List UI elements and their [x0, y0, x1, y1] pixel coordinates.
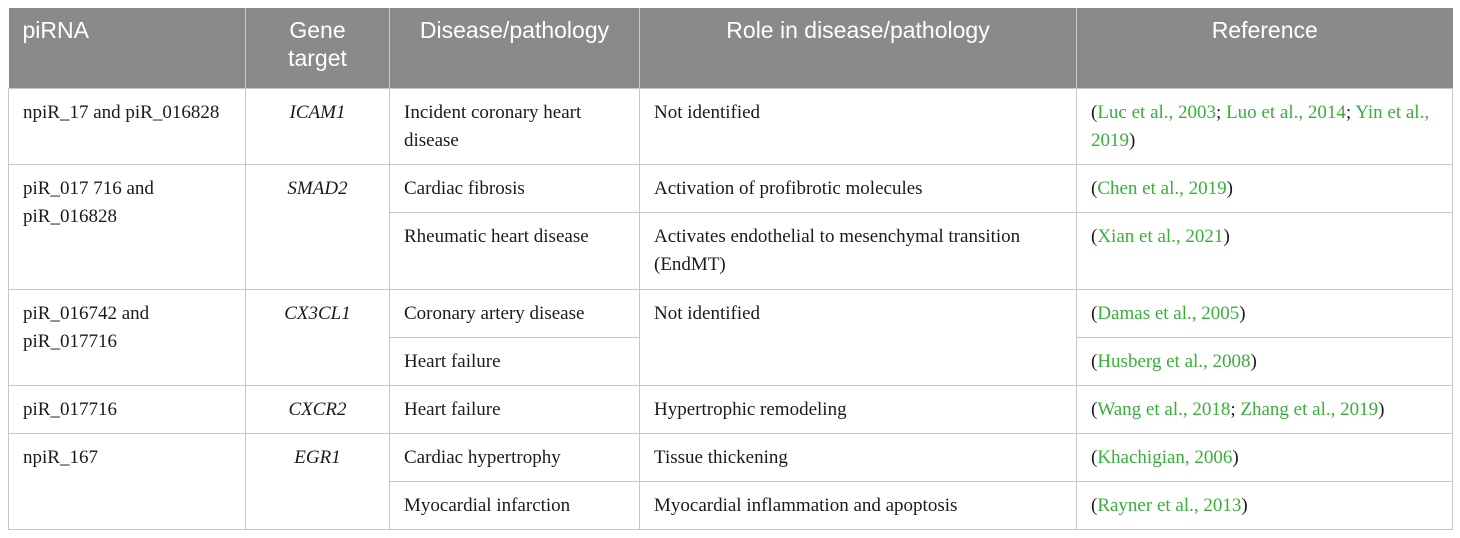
reference-link[interactable]: Damas et al., 2005	[1097, 302, 1240, 324]
reference-link[interactable]: Rayner et al., 2013	[1097, 494, 1242, 516]
reference-link[interactable]: Yin et al., 2019	[1091, 101, 1430, 151]
role-cell: Not identified	[640, 289, 1077, 385]
role-cell: Myocardial inflammation and apoptosis	[640, 481, 1077, 529]
column-header-disease: Disease/pathology	[390, 8, 640, 88]
reference-link[interactable]: Khachigian, 2006	[1097, 446, 1233, 468]
column-header-role: Role in disease/pathology	[640, 8, 1077, 88]
reference-cell: (Xian et al., 2021)	[1077, 213, 1453, 290]
pirna-gene-target-table	[8, 8, 1453, 530]
disease-cell: Heart failure	[390, 337, 640, 385]
role-cell: Hypertrophic remodeling	[640, 385, 1077, 433]
reference-cell: (Wang et al., 2018; Zhang et al., 2019)	[1077, 385, 1453, 433]
column-header-reference: Reference	[1077, 8, 1453, 88]
reference-link[interactable]: Luo et al., 2014	[1226, 101, 1346, 123]
reference-link[interactable]: Wang et al., 2018	[1097, 398, 1231, 420]
reference-link[interactable]: Luc et al., 2003	[1097, 101, 1217, 123]
disease-cell: Incident coronary heart disease	[390, 88, 640, 165]
table-row	[9, 433, 1453, 481]
gene-cell: EGR1	[246, 433, 390, 529]
table-row	[9, 289, 1453, 337]
pirna-cell: piR_016742 and piR_017716	[9, 289, 246, 385]
disease-cell: Coronary artery disease	[390, 289, 640, 337]
disease-cell: Rheumatic heart disease	[390, 213, 640, 290]
gene-cell: SMAD2	[246, 165, 390, 290]
reference-link[interactable]: Xian et al., 2021	[1097, 226, 1224, 248]
disease-cell: Heart failure	[390, 385, 640, 433]
reference-cell: (Damas et al., 2005)	[1077, 289, 1453, 337]
table-row	[9, 165, 1453, 213]
table-row	[9, 385, 1453, 433]
role-cell: Activation of profibrotic molecules	[640, 165, 1077, 213]
reference-link[interactable]: Husberg et al., 2008	[1097, 350, 1251, 372]
gene-cell: CXCR2	[246, 385, 390, 433]
reference-cell: (Husberg et al., 2008)	[1077, 337, 1453, 385]
column-header-gene-target: Gene target	[246, 8, 390, 88]
pirna-cell: piR_017 716 and piR_016828	[9, 165, 246, 290]
disease-cell: Myocardial infarction	[390, 481, 640, 529]
role-cell: Not identified	[640, 88, 1077, 165]
reference-cell: (Chen et al., 2019)	[1077, 165, 1453, 213]
reference-cell: (Luc et al., 2003; Luo et al., 2014; Yin et al., 2019)	[1077, 88, 1453, 165]
reference-link[interactable]: Chen et al., 2019	[1097, 178, 1227, 200]
gene-cell: CX3CL1	[246, 289, 390, 385]
column-header-pirna: piRNA	[9, 8, 246, 88]
reference-cell: (Rayner et al., 2013)	[1077, 481, 1453, 529]
role-cell: Tissue thickening	[640, 433, 1077, 481]
pirna-cell: piR_017716	[9, 385, 246, 433]
pirna-cell: npiR_167	[9, 433, 246, 529]
disease-cell: Cardiac fibrosis	[390, 165, 640, 213]
reference-link[interactable]: Zhang et al., 2019	[1240, 398, 1379, 420]
pirna-cell: npiR_17 and piR_016828	[9, 88, 246, 165]
disease-cell: Cardiac hypertrophy	[390, 433, 640, 481]
header-row	[9, 8, 1453, 88]
role-cell: Activates endothelial to mesenchymal transition (EndMT)	[640, 213, 1077, 290]
reference-cell: (Khachigian, 2006)	[1077, 433, 1453, 481]
table-row	[9, 88, 1453, 165]
gene-cell: ICAM1	[246, 88, 390, 165]
